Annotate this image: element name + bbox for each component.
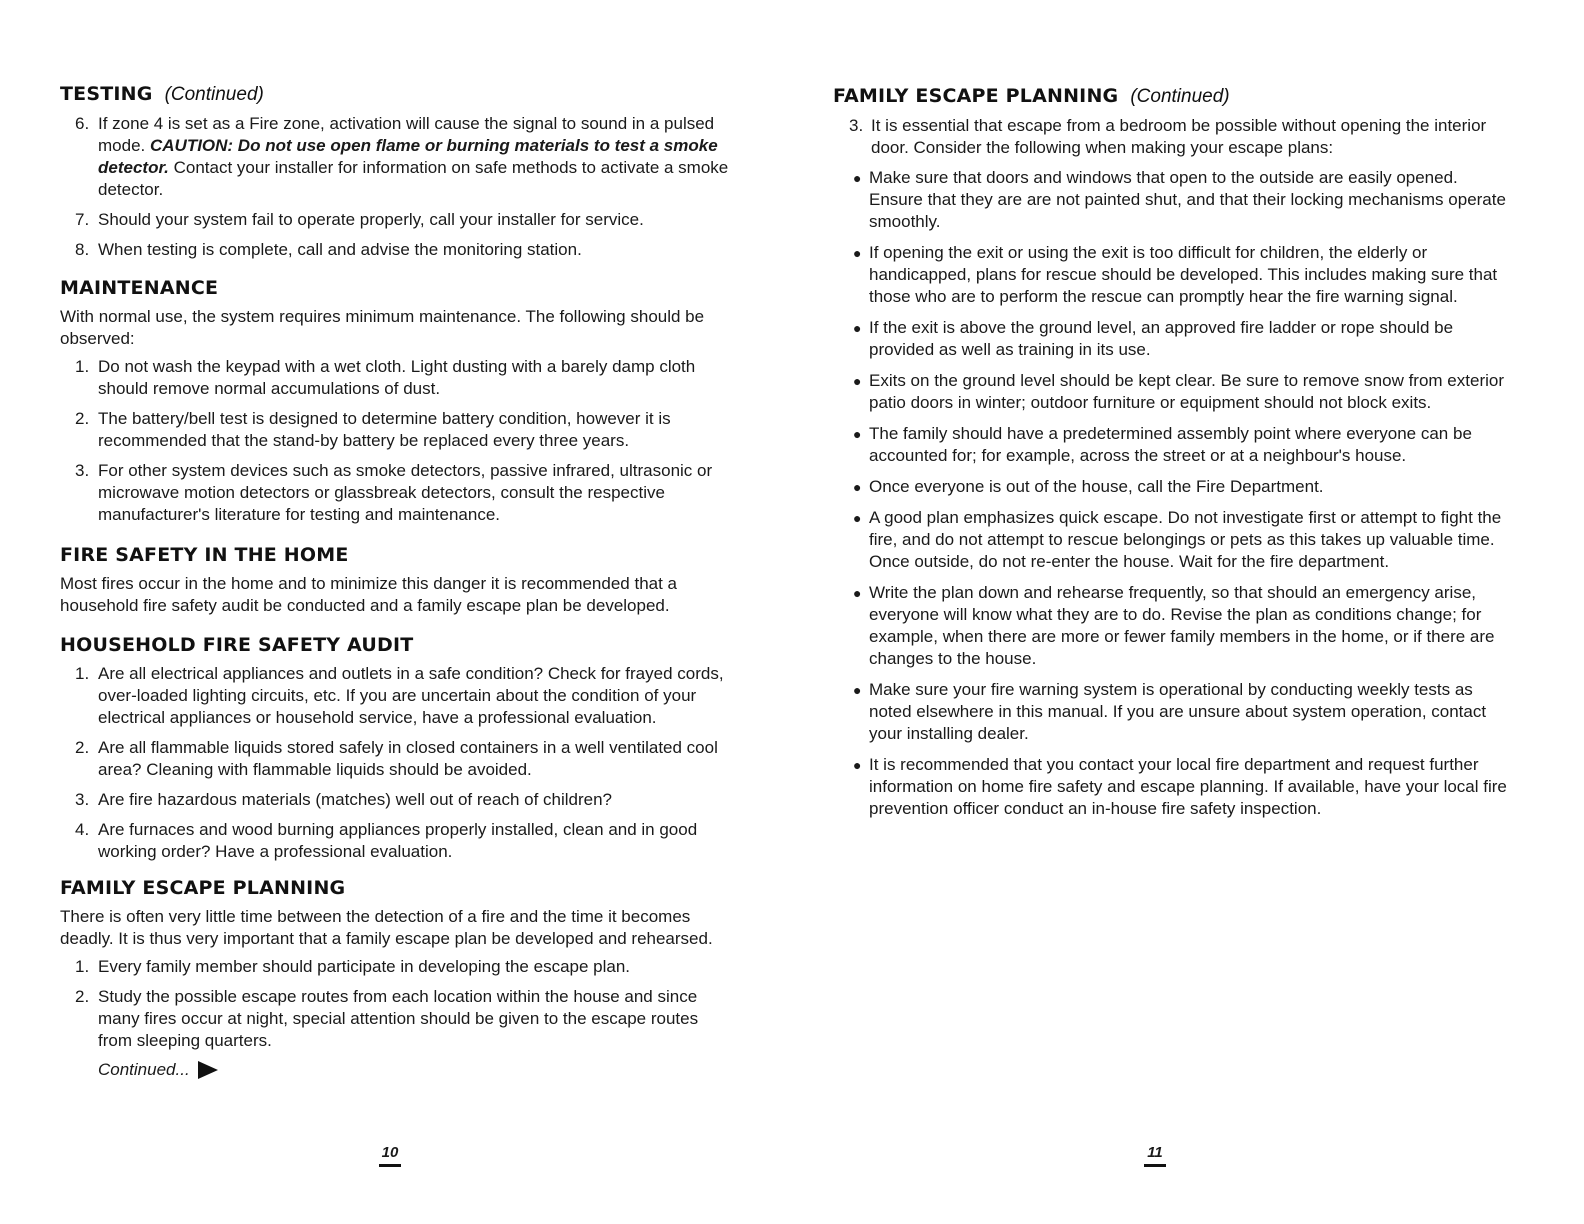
list-item: ● Make sure that doors and windows that open to the outside are easily opened. Ensure that they are are not painted shut, and that their locking mechanisms operate smoothly.: [853, 168, 1506, 231]
list-item: 2. The battery/bell test is designed to determine battery condition, however it is recommended that the stand-by battery be replaced every three years.: [75, 409, 671, 450]
maintenance-heading: MAINTENANCE: [60, 277, 219, 299]
list-item: ● It is recommended that you contact your local fire department and request further information on home fire safety and escape planning. If available, have your local fire prevention officer conduct an in-house fire safety inspection.: [853, 755, 1507, 818]
list-item: 3. Are fire hazardous materials (matches) well out of reach of children?: [75, 790, 613, 809]
escape-section: [60, 876, 730, 1080]
list-item: 1. Do not wash the keypad with a wet cloth. Light dusting with a barely damp cloth should remove normal accumulations of dust.: [75, 357, 696, 398]
list-item: 6. If zone 4 is set as a Fire zone, activation will cause the signal to sound in a pulsed mode. CAUTION: Do not use open flame or burning materials to test a smoke detector. Contact your installer for information on safe methods to activate a smoke detector.: [75, 114, 729, 199]
list-item: ● Once everyone is out of the house, call the Fire Department.: [853, 477, 1324, 496]
fire-safety-intro: Most fires occur in the home and to minimize this danger it is recommended that a household fire safety audit be conducted and a family escape plan be developed.: [60, 574, 678, 615]
list-item: 1. Are all electrical appliances and outlets in a safe condition? Check for frayed cords, over-loaded lighting circuits, etc. If you are uncertain about the condition of your electrical appliances or household service, have a professional evaluation.: [75, 664, 724, 727]
continued-label: Continued...: [98, 1060, 190, 1079]
page-number-left: 10: [370, 1144, 410, 1167]
list-item: 2. Are all flammable liquids stored safely in closed containers in a well ventilated cool area? Cleaning with flammable liquids should be avoided.: [75, 738, 718, 779]
escape-continued-list: [833, 115, 1515, 159]
list-item: 7. Should your system fail to operate properly, call your installer for service.: [75, 210, 644, 229]
caution-text: CAUTION: Do not use open flame or burning materials to test a smoke detector.: [98, 136, 718, 177]
audit-section: [60, 633, 730, 871]
audit-heading: HOUSEHOLD FIRE SAFETY AUDIT: [60, 634, 414, 656]
testing-list: [60, 113, 730, 261]
list-item: 8. When testing is complete, call and advise the monitoring station.: [75, 240, 582, 259]
escape-intro: There is often very little time between the detection of a fire and the time it becomes deadly. It is thus very important that a family escape plan be developed and rehearsed.: [60, 907, 713, 948]
maintenance-intro: With normal use, the system requires minimum maintenance. The following should be observed:: [60, 307, 705, 348]
maintenance-section: [60, 276, 730, 534]
maintenance-list: [60, 356, 730, 526]
escape-continued-heading: FAMILY ESCAPE PLANNING (Continued): [833, 85, 1230, 107]
list-item: 3. It is essential that escape from a bedroom be possible without opening the interior door. Consider the following when making your escape plans:: [849, 116, 1487, 157]
list-item: 2. Study the possible escape routes from each location within the house and since many fires occur at night, special attention should be given to the escape routes from sleeping quarters.: [75, 987, 699, 1050]
continued-note: [98, 1060, 730, 1080]
list-item: 4. Are furnaces and wood burning appliances properly installed, clean and in good working order? Have a professional evaluation.: [75, 820, 698, 861]
list-item: ● Write the plan down and rehearse frequently, so that should an emergency arise, everyone will know what they are to do. Revise the plan as conditions change; for example, when there are more or fewer family members in the home, or if there are changes to the house.: [853, 583, 1495, 668]
testing-section: [60, 82, 730, 269]
audit-list: [60, 663, 730, 863]
list-item: ● If the exit is above the ground level, an approved fire ladder or rope should be provided as well as training in its use.: [853, 318, 1454, 359]
testing-heading: TESTING (Continued): [60, 83, 264, 105]
page-number-right: 11: [1135, 1144, 1175, 1167]
fire-safety-heading: FIRE SAFETY IN THE HOME: [60, 544, 349, 566]
list-item: ● Exits on the ground level should be kept clear. Be sure to remove snow from exterior patio doors in winter; outdoor furniture or equipment should not block exits.: [853, 371, 1504, 412]
escape-list: [60, 956, 730, 1052]
list-item: 3. For other system devices such as smoke detectors, passive infrared, ultrasonic or microwave motion detectors or glassbreak detectors, consult the respective manufacturer's literature for testing and maintenance.: [75, 461, 713, 524]
fire-safety-section: [60, 543, 730, 617]
escape-heading: FAMILY ESCAPE PLANNING: [60, 877, 346, 899]
list-item: ● The family should have a predetermined assembly point where everyone can be accounted for; for example, across the street or at a neighbour's house.: [853, 424, 1472, 465]
list-item: ● A good plan emphasizes quick escape. Do not investigate first or attempt to fight the fire, and do not attempt to rescue belongings or pets as this takes up valuable time. Once outside, do not re-enter the house. Wait for the fire department.: [853, 508, 1502, 571]
arrow-right-icon: [198, 1061, 218, 1079]
list-item: 1. Every family member should participate in developing the escape plan.: [75, 957, 631, 976]
escape-continued-section: [833, 84, 1515, 829]
list-item: ● Make sure your fire warning system is operational by conducting weekly tests as noted elsewhere in this manual. If you are unsure about system operation, contact your installing dealer.: [853, 680, 1487, 743]
escape-bullets: [833, 167, 1515, 820]
list-item: ● If opening the exit or using the exit is too difficult for children, the elderly or handicapped, plans for rescue should be developed. This includes making sure that those who are to perform the rescue can promptly hear the fire warning signal.: [853, 243, 1498, 306]
